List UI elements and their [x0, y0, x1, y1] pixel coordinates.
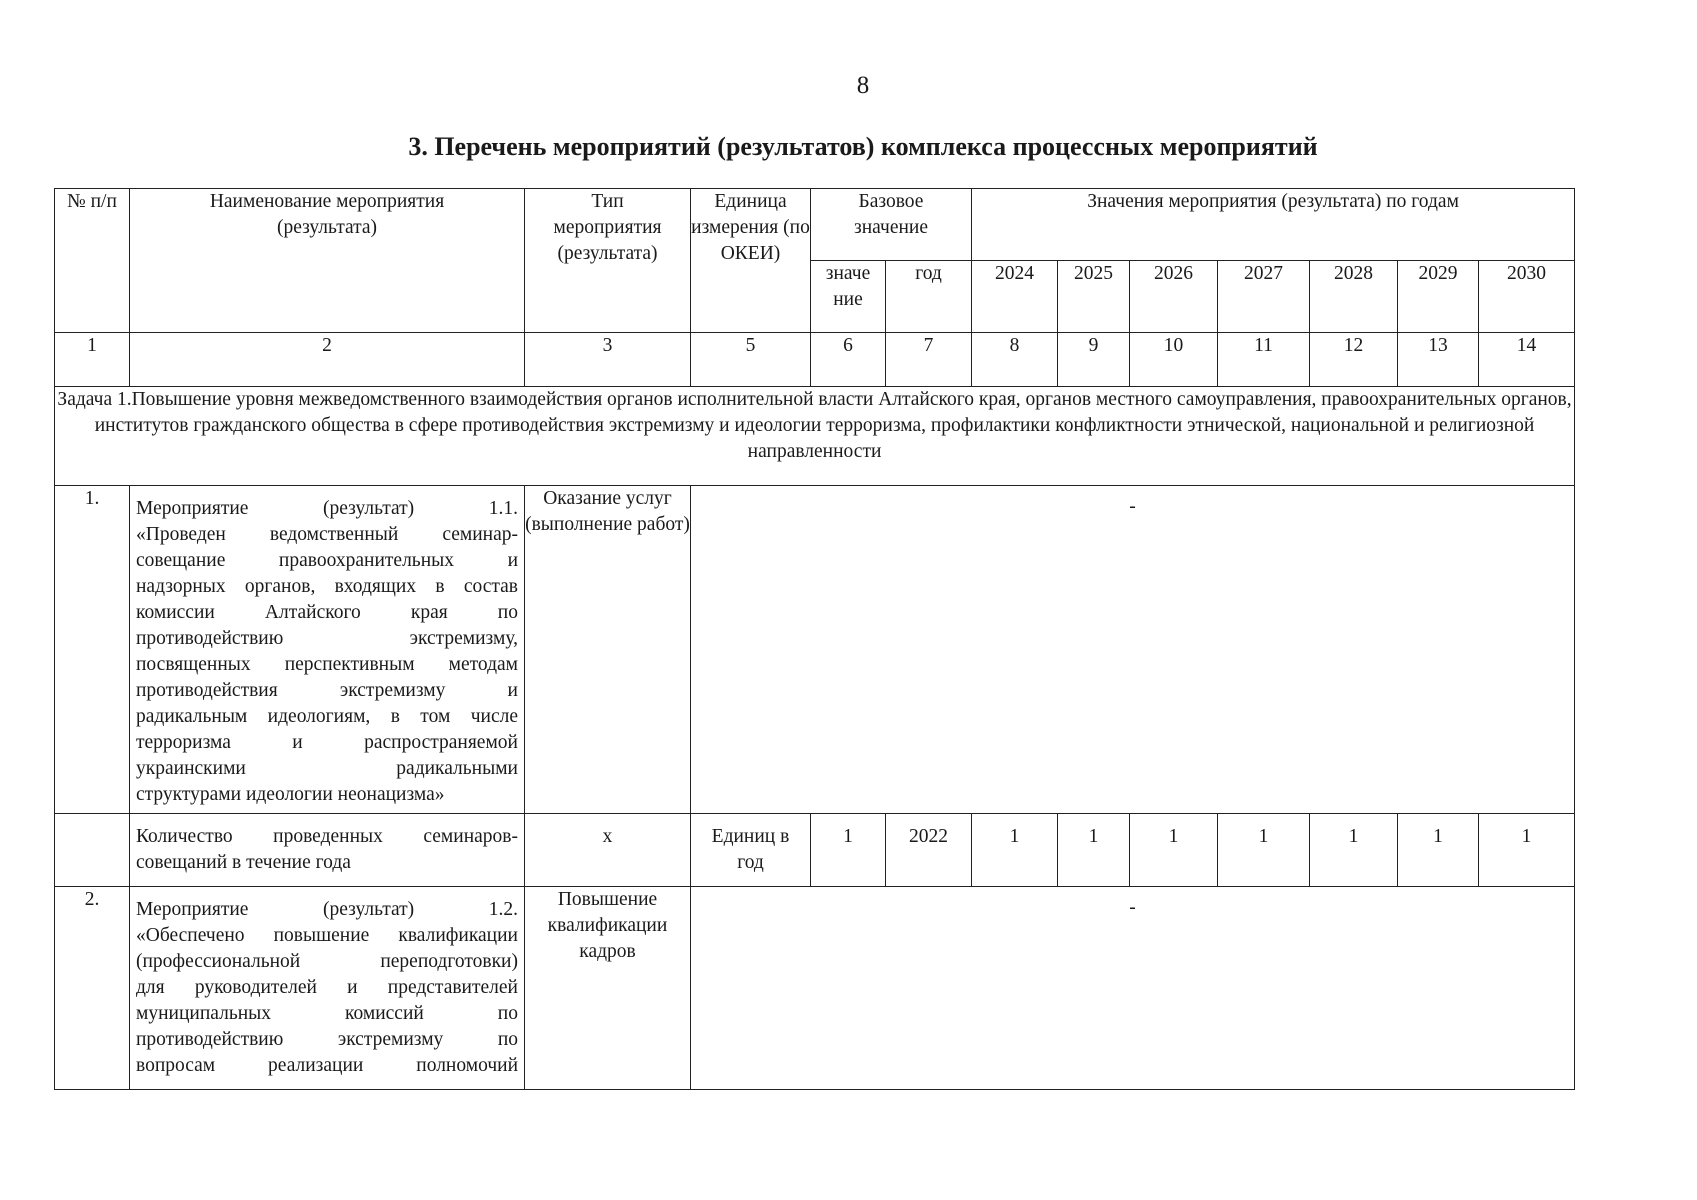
column-number: 3	[525, 333, 691, 387]
column-number: 2	[130, 333, 525, 387]
column-number: 10	[1130, 333, 1218, 387]
row-number: 2.	[55, 887, 130, 1090]
column-numbers-row	[55, 333, 1575, 387]
activity-type: Оказание услуг (выполнение работ)	[525, 486, 691, 814]
indicator-unit: Единиц в год	[691, 814, 811, 887]
activity-type: Повышение квалификации кадров	[525, 887, 691, 1090]
base-year: 2022	[886, 814, 972, 887]
table-row	[55, 887, 1575, 1090]
column-number: 13	[1398, 333, 1479, 387]
column-number: 6	[811, 333, 886, 387]
values-placeholder: -	[691, 486, 1575, 814]
column-number: 8	[972, 333, 1058, 387]
table-row	[55, 814, 1575, 887]
header-year: 2027	[1218, 261, 1310, 333]
year-value: 1	[972, 814, 1058, 887]
header-year: 2024	[972, 261, 1058, 333]
header-base-value: значе ние	[811, 261, 886, 333]
task-description: Задача 1.Повышение уровня межведомственного взаимодействия органов исполнительной власти Алтайского края, органов местного самоуправления, правоохранительных органов, институтов гражданского общества в сфере противодействия экстремизму и идеологии терроризма, профилактики конфликтности этнической, национальной и религиозной направленности	[55, 387, 1575, 486]
page-number: 8	[856, 72, 870, 99]
year-value: 1	[1130, 814, 1218, 887]
row-number: 1.	[55, 486, 130, 814]
activity-name: Мероприятие (результат) 1.2. «Обеспечено повышение квалификации (профессиональной переподготовки) для руководителей и представителей муниципальных комиссий по противодействию экстремизму по вопросам реализации полномочий	[130, 887, 525, 1090]
column-number: 11	[1218, 333, 1310, 387]
year-value: 1	[1310, 814, 1398, 887]
header-year: 2030	[1479, 261, 1575, 333]
header-type: Тип мероприятия (результата)	[525, 189, 691, 333]
values-placeholder: -	[691, 887, 1575, 1090]
year-value: 1	[1218, 814, 1310, 887]
section-title: 3. Перечень мероприятий (результатов) комплекса процессных мероприятий	[408, 132, 1318, 161]
header-base: Базовое значение	[811, 189, 972, 261]
header-unit: Единица измерения (по ОКЕИ)	[691, 189, 811, 333]
column-number: 7	[886, 333, 972, 387]
header-year: 2028	[1310, 261, 1398, 333]
table-header-row	[55, 189, 1575, 261]
base-value: 1	[811, 814, 886, 887]
activities-table	[54, 188, 1575, 1090]
header-years-group: Значения мероприятия (результата) по годам	[972, 189, 1575, 261]
column-number: 12	[1310, 333, 1398, 387]
year-value: 1	[1058, 814, 1130, 887]
column-number: 1	[55, 333, 130, 387]
indicator-name: Количество проведенных семинаров- совещаний в течение года	[130, 814, 525, 887]
row-number	[55, 814, 130, 887]
activity-name: Мероприятие (результат) 1.1. «Проведен ведомственный семинар- совещание правоохранительных и надзорных органов, входящих в состав комиссии Алтайского края по противодействию экстремизму, посвященных перспективным методам противодействия экстремизму и радикальным идеологиям, в том числе терроризма и распространяемой украинскими радикальными структурами идеологии неонацизма»	[130, 486, 525, 814]
column-number: 5	[691, 333, 811, 387]
column-number: 9	[1058, 333, 1130, 387]
header-num: № п/п	[55, 189, 130, 333]
header-year: 2026	[1130, 261, 1218, 333]
header-name: Наименование мероприятия (результата)	[130, 189, 525, 333]
header-year: 2029	[1398, 261, 1479, 333]
indicator-type: х	[525, 814, 691, 887]
year-value: 1	[1398, 814, 1479, 887]
table-row	[55, 486, 1575, 814]
header-base-year: год	[886, 261, 972, 333]
header-year: 2025	[1058, 261, 1130, 333]
year-value: 1	[1479, 814, 1575, 887]
task-row	[55, 387, 1575, 486]
column-number: 14	[1479, 333, 1575, 387]
